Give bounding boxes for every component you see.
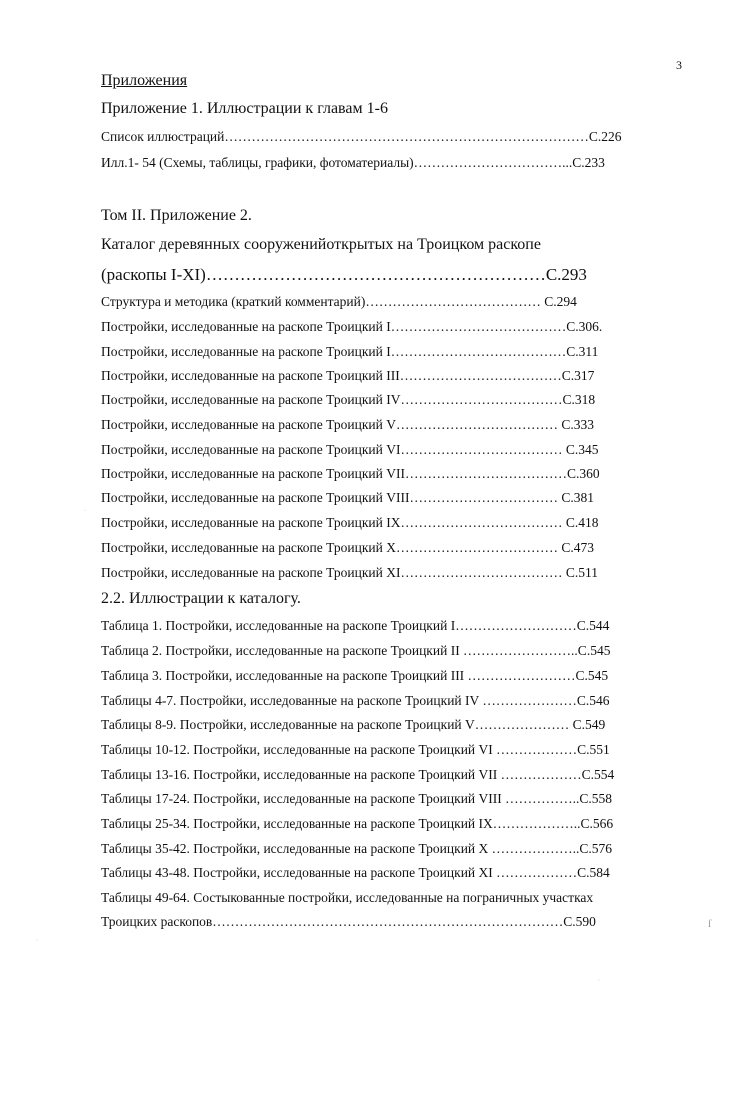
toc-entry: Постройки, исследованные на раскопе Троицкий III………………………………С.317	[101, 368, 595, 383]
scan-speck: ſ	[708, 918, 712, 930]
toc-entry: Постройки, исследованные на раскопе Троицкий VIII…………………………… С.381	[101, 490, 594, 505]
catalog-title-line1: Каталог деревянных сооруженийоткрытых на Троицком раскопе	[101, 236, 541, 253]
scan-speck: ·	[598, 978, 600, 984]
toc-entry: Таблицы 8-9. Постройки, исследованные на раскопе Троицкий V………………… С.549	[101, 717, 606, 732]
toc-entry: Постройки, исследованные на раскопе Троицкий I…………………………………С.306.	[101, 319, 603, 334]
toc-entry: Таблица 3. Постройки, исследованные на раскопе Троицкий III ……………………С.545	[101, 668, 609, 683]
toc-entry: Таблицы 35-42. Постройки, исследованные на раскопе Троицкий X ………………..С.576	[101, 841, 613, 856]
toc-entry: Структура и методика (краткий комментарий)………………………………… С.294	[101, 294, 577, 309]
toc-entry: Таблицы 17-24. Постройки, исследованные на раскопе Троицкий VIII ……………..С.558	[101, 791, 613, 806]
catalog-title-line2: (раскопы I-XI)……………………………………………………С.293	[101, 265, 587, 284]
toc-entry: Постройки, исследованные на раскопе Троицкий VII………………………………С.360	[101, 466, 600, 481]
illustrations-title: 2.2. Иллюстрации к каталогу.	[101, 590, 301, 607]
toc-entry: Постройки, исследованные на раскопе Троицкий V……………………………… С.333	[101, 417, 594, 432]
appendices-heading: Приложения	[101, 72, 188, 89]
toc-entry: Таблицы 25-34. Постройки, исследованные на раскопе Троицкий IX………………..С.566	[101, 816, 614, 831]
toc-entry: Троицких раскопов……………………………………………………………………С.590	[101, 914, 596, 929]
toc-entry: Таблица 2. Постройки, исследованные на раскопе Троицкий II ……………………..С.545	[101, 643, 611, 658]
toc-entry: Илл.1- 54 (Схемы, таблицы, графики, фотоматериалы)……………………………...С.233	[101, 155, 605, 170]
toc-entry: Таблица 1. Постройки, исследованные на раскопе Троицкий I………………………С.544	[101, 618, 610, 633]
toc-entry: Список иллюстраций………………………………………………………………………С.226	[101, 129, 622, 144]
toc-entry: Таблицы 43-48. Постройки, исследованные на раскопе Троицкий XI ………………С.584	[101, 865, 610, 880]
scan-speck: ·	[36, 938, 38, 944]
toc-entry: Постройки, исследованные на раскопе Троицкий XI……………………………… С.511	[101, 565, 598, 580]
toc-entry: Таблицы 49-64. Состыкованные постройки, исследованные на пограничных участках	[101, 890, 594, 905]
toc-entry: Таблицы 4-7. Постройки, исследованные на раскопе Троицкий IV …………………С.546	[101, 693, 610, 708]
appendix1-title: Приложение 1. Иллюстрации к главам 1-6	[101, 100, 388, 117]
scan-speck: ·	[84, 508, 86, 514]
toc-entry: Постройки, исследованные на раскопе Троицкий VI……………………………… С.345	[101, 442, 599, 457]
page-number: 3	[676, 58, 682, 72]
toc-entry: Постройки, исследованные на раскопе Троицкий I…………………………………С.311	[101, 344, 599, 359]
toc-entry: Таблицы 10-12. Постройки, исследованные на раскопе Троицкий VI ………………С.551	[101, 742, 610, 757]
toc-entry: Постройки, исследованные на раскопе Троицкий IV………………………………С.318	[101, 392, 596, 407]
toc-entry: Постройки, исследованные на раскопе Троицкий X……………………………… С.473	[101, 540, 594, 555]
volume2-title: Том II. Приложение 2.	[101, 207, 252, 224]
toc-entry: Постройки, исследованные на раскопе Троицкий IX……………………………… С.418	[101, 515, 599, 530]
toc-entry: Таблицы 13-16. Постройки, исследованные на раскопе Троицкий VII ………………С.554	[101, 767, 615, 782]
